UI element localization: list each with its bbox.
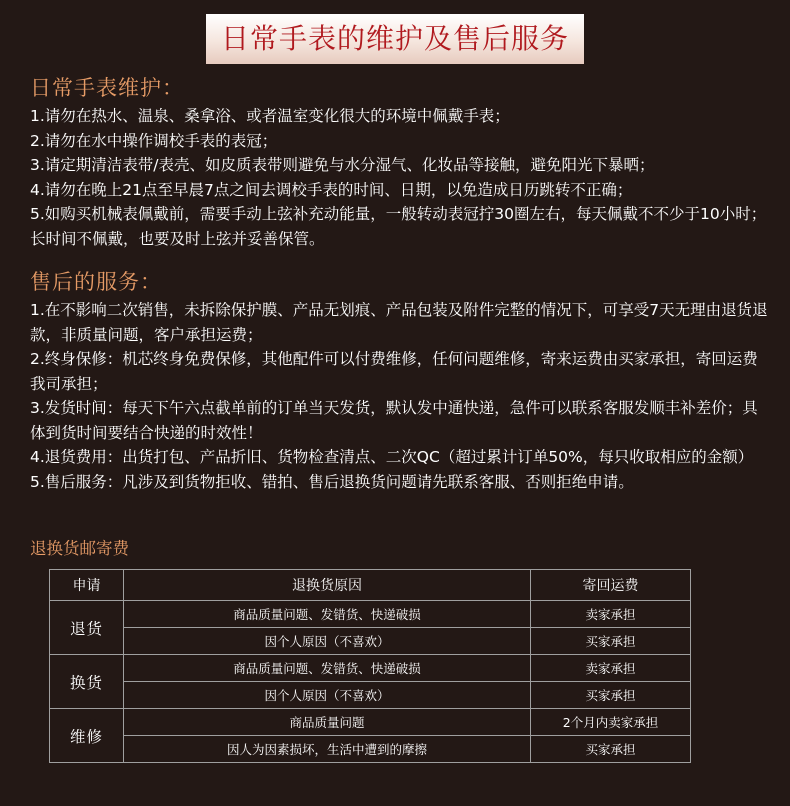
reason-cell: 因个人原因（不喜欢）: [124, 628, 531, 655]
table-row: [50, 601, 691, 628]
service-item: 3.发货时间：每天下午六点截单前的订单当天发货，默认发中通快递，急件可以联系客服发顺丰补差价；具体到货时间要结合快递的时效性！: [30, 399, 758, 442]
maintenance-item: 2.请勿在水中操作调校手表的表冠；: [30, 131, 278, 150]
fee-cell: 买家承担: [531, 682, 691, 709]
reason-cell: 商品质量问题、发错货、快递破损: [124, 601, 531, 628]
group-return: 退货: [50, 601, 124, 655]
reason-cell: 因个人原因（不喜欢）: [124, 682, 531, 709]
reason-cell: 因人为因素损坏，生活中遭到的摩擦: [124, 736, 531, 763]
table-row: [50, 655, 691, 682]
service-item: 5.售后服务：凡涉及到货物拒收、错拍、售后退换货问题请先联系客服、否则拒绝申请。: [30, 472, 634, 491]
maintenance-list: [30, 104, 770, 251]
service-list: [30, 298, 770, 494]
table-row: [50, 736, 691, 763]
service-item: 4.退货费用：出货打包、产品折旧、货物检查清点、二次QC（超过累计订单50%，每只收取相应的金额）: [30, 448, 754, 466]
header-reason: 退换货原因: [124, 570, 531, 601]
maintenance-item: 3.请定期清洁表带/表壳、如皮质表带则避免与水分湿气、化妆品等接触，避免阳光下暴晒；: [30, 156, 655, 174]
shipping-heading: 退换货邮寄费: [30, 539, 129, 558]
shipping-fee-table: [49, 569, 691, 763]
fee-cell: 买家承担: [531, 736, 691, 763]
table-row: [50, 709, 691, 736]
maintenance-heading: 日常手表维护：: [30, 76, 184, 100]
maintenance-item: 1.请勿在热水、温泉、桑拿浴、或者温室变化很大的环境中佩戴手表；: [30, 107, 510, 125]
table-header-row: [50, 570, 691, 601]
fee-cell: 2个月内卖家承担: [531, 709, 691, 736]
fee-cell: 卖家承担: [531, 601, 691, 628]
fee-cell: 买家承担: [531, 628, 691, 655]
group-exchange: 换货: [50, 655, 124, 709]
maintenance-item: 5.如购买机械表佩戴前，需要手动上弦补充动能量，一般转动表冠拧30圈左右，每天佩戴不不少于10小时；长时间不佩戴，也要及时上弦并妥善保管。: [30, 205, 767, 248]
reason-cell: 商品质量问题、发错货、快递破损: [124, 655, 531, 682]
header-apply: 申请: [50, 570, 124, 601]
header-fee: 寄回运费: [531, 570, 691, 601]
service-item: 2.终身保修：机芯终身免费保修，其他配件可以付费维修，任何问题维修，寄来运费由买家承担，寄回运费我司承担；: [30, 350, 758, 393]
table-row: [50, 682, 691, 709]
service-item: 1.在不影响二次销售，未拆除保护膜、产品无划痕、产品包装及附件完整的情况下，可享受7天无理由退货退款，非质量问题，客户承担运费；: [30, 301, 768, 344]
table-row: [50, 628, 691, 655]
fee-cell: 卖家承担: [531, 655, 691, 682]
reason-cell: 商品质量问题: [124, 709, 531, 736]
service-heading: 售后的服务：: [30, 270, 162, 294]
page-title: 日常手表的维护及售后服务: [220, 22, 569, 55]
group-repair: 维修: [50, 709, 124, 763]
title-banner: [206, 14, 584, 64]
maintenance-item: 4.请勿在晚上21点至早晨7点之间去调校手表的时间、日期，以免造成日历跳转不正确；: [30, 180, 633, 199]
